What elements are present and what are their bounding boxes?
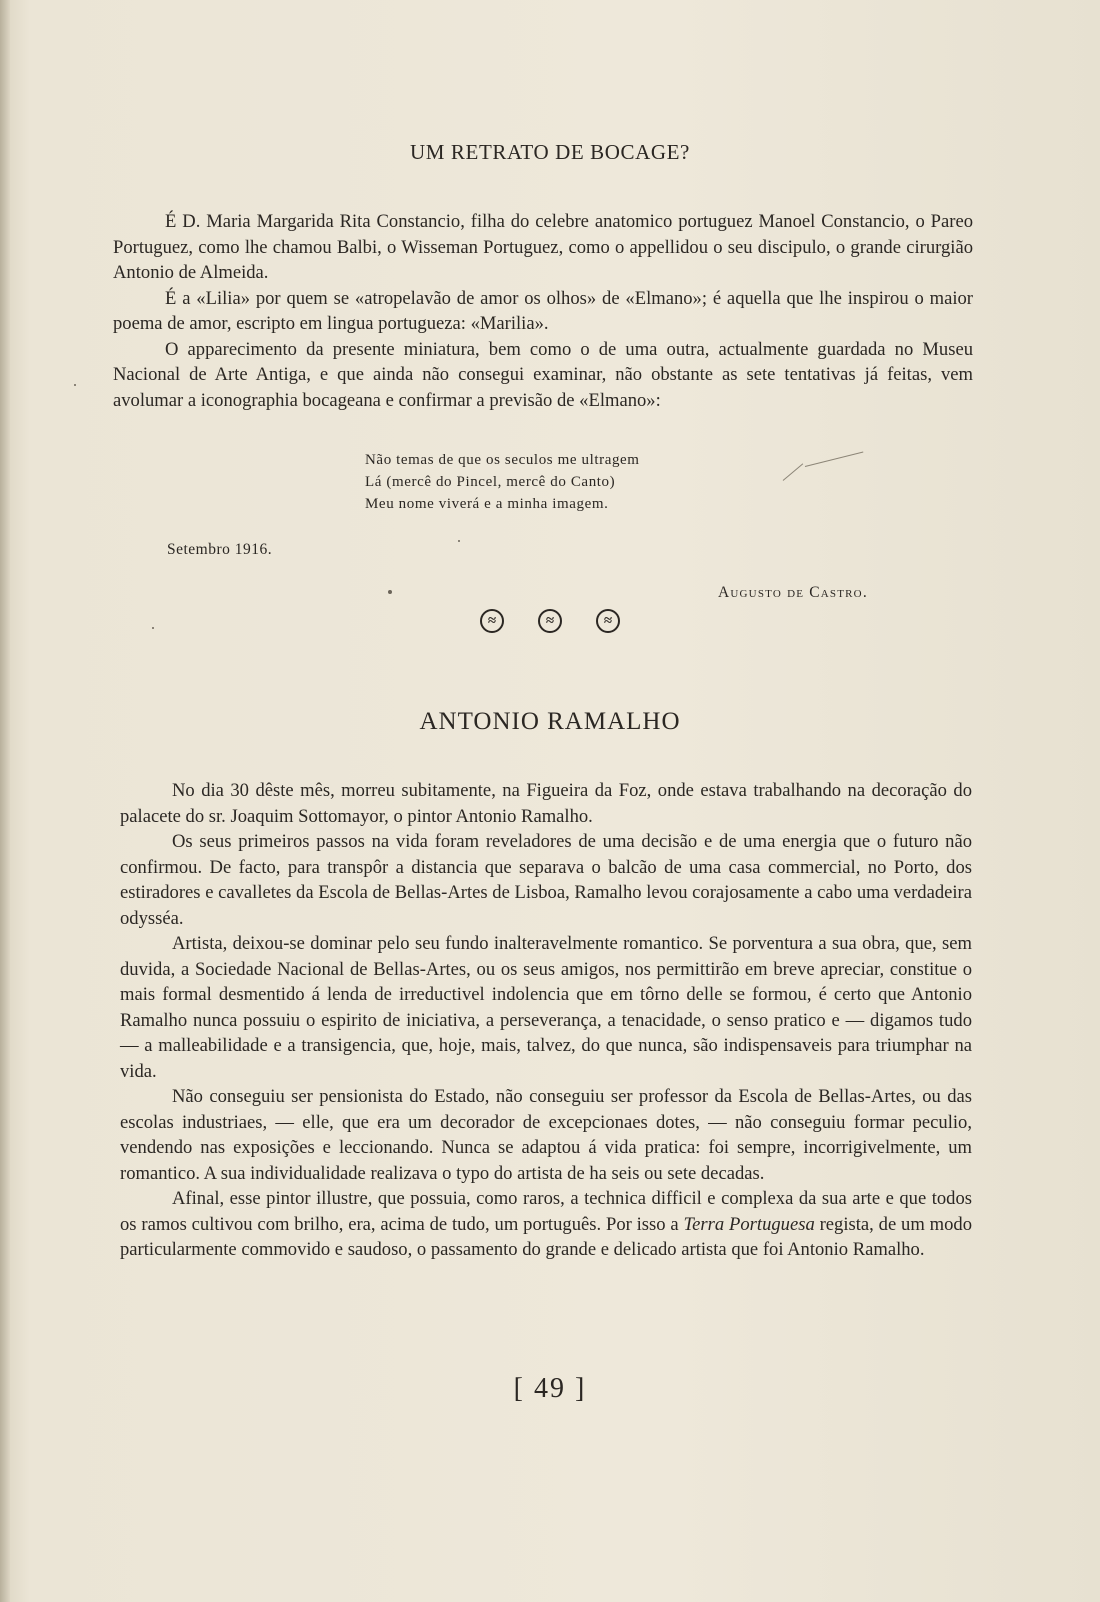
pencil-mark [783, 463, 804, 480]
text-run: Afinal, esse pintor illustre, que possuia, como raros, a technica difficil e complexa da sua arte e que todos os ramos cultivou com brilho, era, acima de tudo, um português. Por isso a [120, 1188, 972, 1235]
section-divider-ornaments [480, 609, 620, 633]
verse-line: Lá (mercê do Pincel, mercê do Canto) [365, 474, 616, 490]
ornament-icon: ≈ [480, 609, 504, 633]
paragraph: É D. Maria Margarida Rita Constancio, filha do celebre anatomico portuguez Manoel Constancio, o Pareo Portuguez, como lhe chamou Balbi, o Wisseman Portuguez, como o appellidou o seu discipulo, o grande cirurgião Antonio de Almeida. [113, 211, 973, 283]
verse-quote [365, 449, 640, 515]
article-date: Setembro 1916. [167, 541, 273, 558]
scan-speck [388, 590, 392, 594]
page-number: [ 49 ] [513, 1373, 587, 1404]
paragraph [120, 1186, 972, 1263]
scan-speck [74, 384, 76, 386]
paragraph: Artista, deixou-se dominar pelo seu fundo inalteravelmente romantico. Se porventura a sua obra, que, sem duvida, a Sociedade Nacional de Bellas-Artes, ou os seus amigos, nos permittirão em breve apreciar, constitue o mais formal desmentido á lenda de irreductivel indolencia que em tôrno delle se formou, é certo que Antonio Ramalho nunca possuiu o espirito de iniciativa, a perseverança, a tenacidade, o senso pratico e — digamos tudo — a malleabilidade e a transigencia, que, hoje, mais, talvez, do que nunca, são indispensaveis para triumphar na vida. [120, 933, 972, 1082]
verse-line: Meu nome viverá e a minha imagem. [365, 496, 609, 512]
binding-edge [0, 0, 10, 1602]
paragraph: No dia 30 dêste mês, morreu subitamente, na Figueira da Foz, onde estava trabalhando na decoração do palacete do sr. Joaquim Sottomayor, o pintor Antonio Ramalho. [120, 780, 972, 827]
article-body-bocage [113, 209, 973, 413]
ornament-icon: ≈ [596, 609, 620, 633]
scan-speck [152, 627, 154, 629]
paragraph: É a «Lilia» por quem se «atropelavão de amor os olhos» de «Elmano»; é aquella que lhe inspirou o maior poema de amor, escripto em lingua portugueza: «Marilia». [113, 287, 973, 334]
paragraph: O apparecimento da presente miniatura, bem como o de uma outra, actualmente guardada no Museu Nacional de Arte Antiga, e que ainda não consegui examinar, não obstante as sete tentativas já feitas, vem avolumar a iconographia bocageana e confirmar a previsão de «Elmano»: [113, 338, 973, 411]
article-author: Augusto de Castro. [718, 584, 868, 601]
paragraph: Os seus primeiros passos na vida foram reveladores de uma decisão e de uma energia que o futuro não confirmou. De facto, para transpôr a distancia que separava o balcão de uma casa commercial, no Porto, dos estiradores e cavalletes da Escola de Bellas-Artes de Lisboa, Ramalho levou corajosamente a cabo uma verdadeira odysséa. [120, 831, 972, 929]
verse-line: Não temas de que os seculos me ultragem [365, 452, 640, 468]
article-body-ramalho [120, 778, 972, 1263]
text-run: regista, de um modo particularmente commovido e saudoso, o passamento do grande e delicado artista que foi Antonio Ramalho. [120, 1213, 972, 1260]
publication-title: Terra Portuguesa [683, 1213, 815, 1235]
article-title-ramalho: ANTONIO RAMALHO [419, 708, 681, 735]
paragraph: Não conseguiu ser pensionista do Estado, não conseguiu ser professor da Escola de Bellas-Artes, ou das escolas industriaes, — elle, que era um decorador de excepcionaes dotes, — não conseguiu formar peculio, vendendo nas exposições e leccionando. Nunca se adaptou á vida pratica: foi sempre, incorrigivelmente, um romantico. A sua individualidade realizava o typo do artista de ha seis ou sete decadas. [120, 1086, 972, 1184]
scan-speck [458, 540, 460, 542]
pencil-mark [805, 451, 863, 466]
article-title-bocage: UM RETRATO DE BOCAGE? [410, 140, 690, 164]
ornament-icon: ≈ [538, 609, 562, 633]
